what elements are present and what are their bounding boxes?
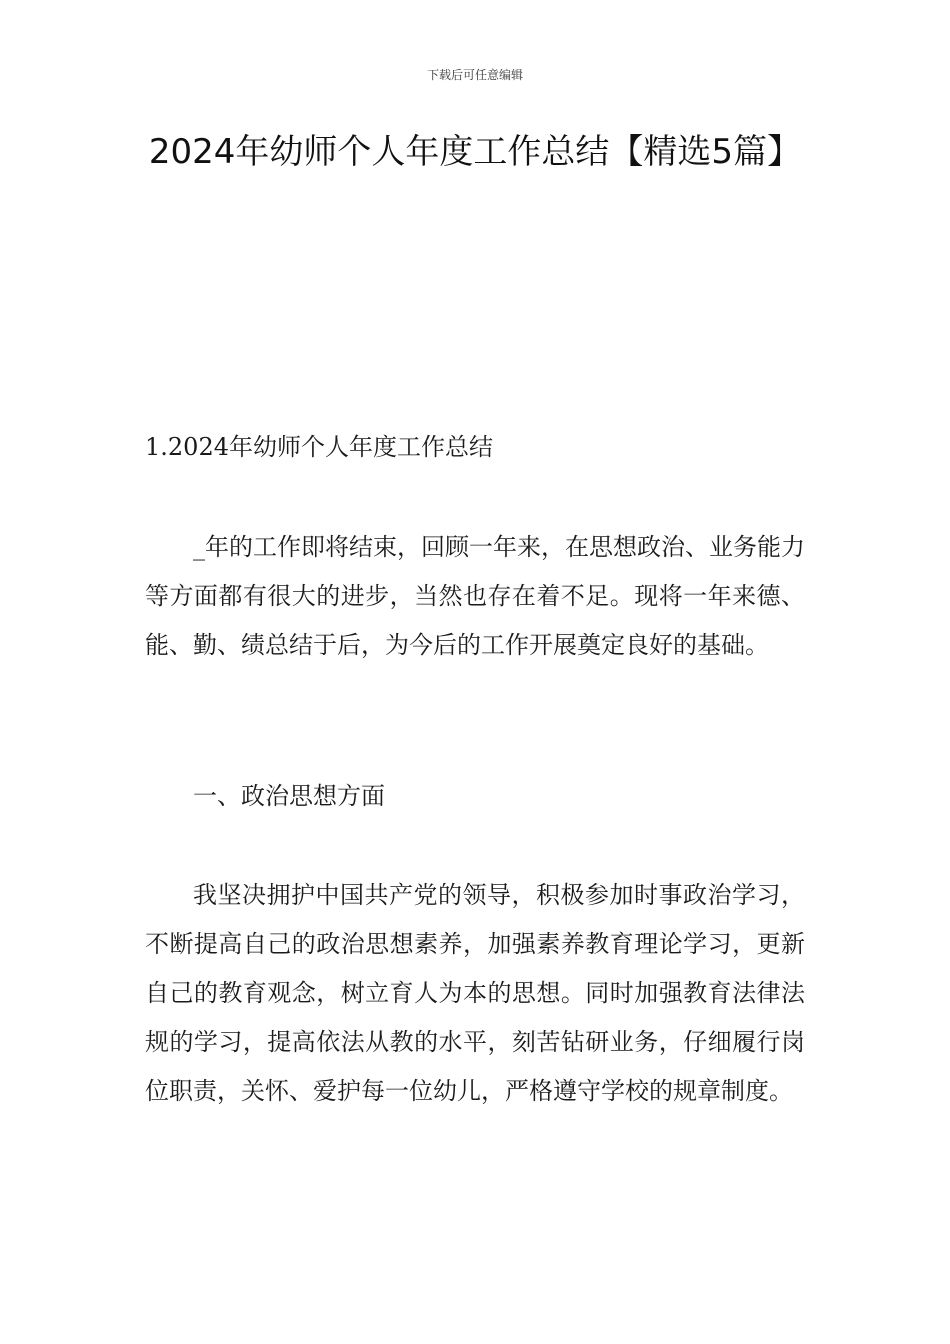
paragraph-intro: _年的工作即将结束，回顾一年来，在思想政治、业务能力等方面都有很大的进步，当然也存在着不足。现将一年来德、能、勤、绩总结于后，为今后的工作开展奠定良好的基础。: [145, 533, 805, 659]
paragraph-politics: 我坚决拥护中国共产党的领导，积极参加时事政治学习，不断提高自己的政治思想素养，加强素养教育理论学习，更新自己的教育观念，树立育人为本的思想。同时加强教育法律法规的学习，提高依法从教的水平，刻苦钻研业务，仔细履行岗位职责，关怀、爱护每一位幼儿，严格遵守学校的规章制度。: [145, 881, 805, 1105]
sub-heading-politics: 一、政治思想方面: [193, 782, 385, 810]
page-header-note: 下载后可任意编辑: [426, 68, 523, 82]
document-title: 2024年幼师个人年度工作总结【精选5篇】: [148, 132, 802, 172]
section-heading: 1.2024年幼师个人年度工作总结: [145, 433, 493, 461]
